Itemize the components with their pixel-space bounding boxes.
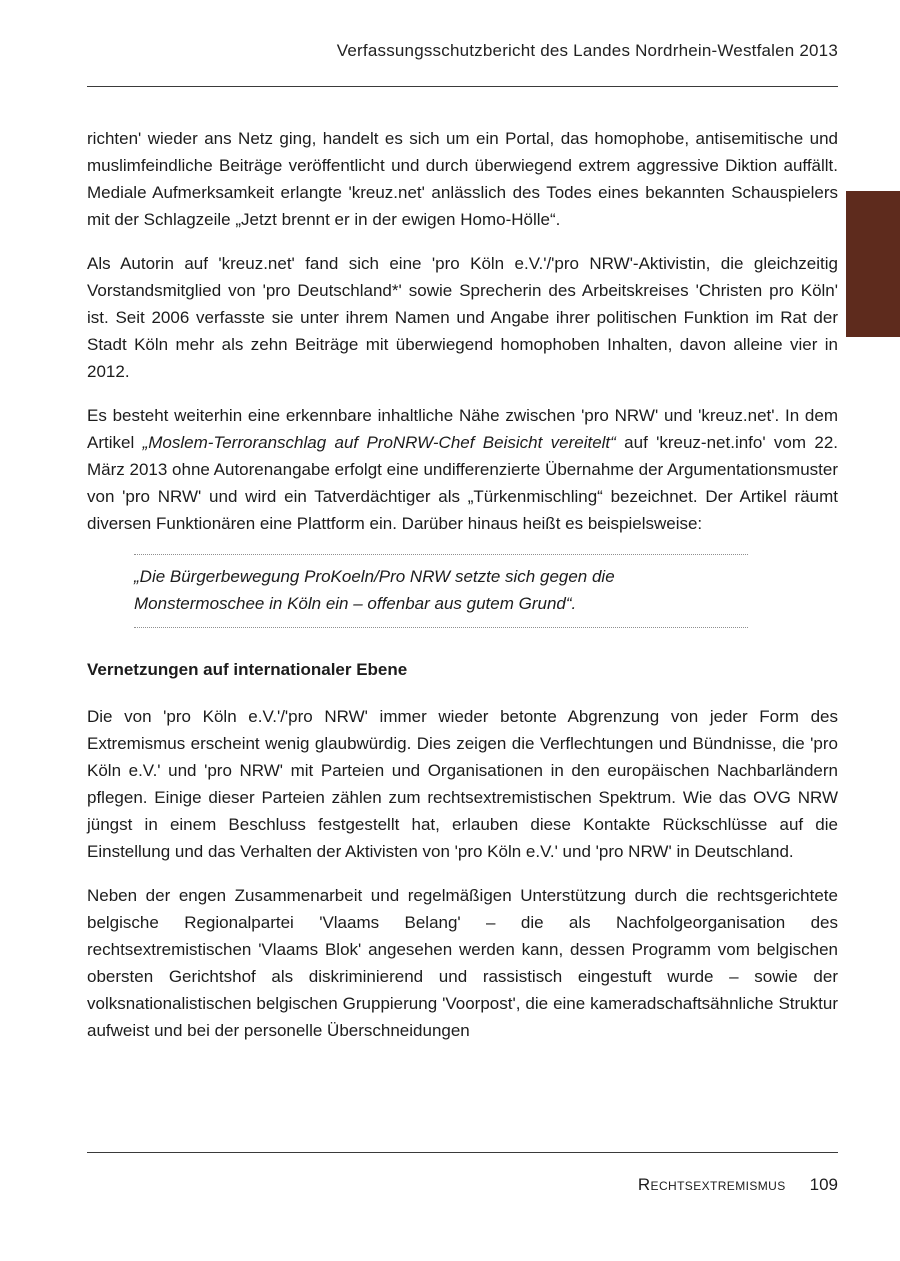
page-footer: [87, 1152, 838, 1195]
section-heading: Vernetzungen auf internationaler Ebene: [87, 660, 408, 679]
body-paragraph: Die von 'pro Köln e.V.'/'pro NRW' immer wieder betonte Abgrenzung von jeder Form des Extremismus erscheint wenig glaubwürdig. Dies zeigen die Verflechtungen und Bündnisse, die 'pro Köln e.V.' und 'pro NRW' mit Parteien und Organisationen in den europäischen Nachbarländern pflegen. Einige dieser Parteien zählen zum rechtsextremistischen Spektrum. Wie das OVG NRW jüngst in einem Beschluss festgestellt hat, erlauben diese Kontakte Rückschlüsse auf die Einstellung und das Verhalten der Aktivisten von 'pro Köln e.V.' und 'pro NRW' in Deutschland.: [87, 707, 838, 861]
header-rule: [87, 86, 838, 87]
body-paragraph: richten' wieder ans Netz ging, handelt es sich um ein Portal, das homophobe, antisemitische und muslimfeindliche Beiträge veröffentlicht und durch überwiegend extrem aggressive Diktion auffällt. Mediale Aufmerksamkeit erlangte 'kreuz.net' anlässlich des Todes eines bekannten Schauspielers mit der Schlagzeile „Jetzt brennt er in der ewigen Homo-Hölle“.: [87, 129, 838, 229]
page-header: [87, 40, 838, 87]
report-title: Verfassungsschutzbericht des Landes Nordrhein-Westfalen 2013: [336, 41, 838, 60]
quote-block: [134, 554, 748, 628]
body-paragraph: [87, 402, 838, 537]
footer-line: [87, 1175, 838, 1195]
footer-section-label: Rechtsextremismus: [637, 1175, 786, 1194]
paragraph-text: auf 'kreuz-net.info' vom 22. März 2013 ohne Autorenangabe erfolgt eine undifferenzierte Übernahme der Argumentationsmuster von 'pro NRW' und wird ein Tatverdächtiger als „Türkenmischling“ bezeichnet. Der Artikel räumt diversen Funktionären eine Plattform ein. Darüber hinaus heißt es beispielsweise:: [87, 433, 838, 533]
body-paragraph: Als Autorin auf 'kreuz.net' fand sich eine 'pro Köln e.V.'/'pro NRW'-Aktivistin, die gleichzeitig Vorstandsmitglied von 'pro Deutschland*' sowie Sprecherin des Arbeitskreises 'Christen pro Köln' ist. Seit 2006 verfasste sie unter ihrem Namen und Angabe ihrer politischen Funktion im Rat der Stadt Köln mehr als zehn Beiträge mit überwiegend homophoben Inhalten, davon alleine vier in 2012.: [87, 254, 838, 381]
body-paragraph: Neben der engen Zusammenarbeit und regelmäßigen Unterstützung durch die rechtsgerichtete belgische Regionalpartei 'Vlaams Belang' – die als Nachfolgeorganisation des rechtsextremistischen 'Vlaams Blok' angesehen werden kann, dessen Programm vom belgischen obersten Gerichtshof als diskriminierend und rassistisch eingestuft wurde – sowie der volksnationalistischen belgischen Gruppierung 'Voorpost', die eine kameradschaftsähnliche Struktur aufweist und bei der personelle Überschneidungen: [87, 886, 838, 1040]
page-content: [87, 125, 838, 1044]
chapter-tab: [846, 191, 900, 337]
quote-text: „Die Bürgerbewegung ProKoeln/Pro NRW setzte sich gegen die Monstermoschee in Köln ein – offenbar aus gutem Grund“.: [134, 567, 615, 613]
page-number: 109: [809, 1175, 838, 1194]
paragraph-text: Es besteht weiterhin eine erkennbare inhaltliche Nähe zwischen 'pro NRW' und 'kreuz.net'. In dem Artikel: [87, 406, 838, 452]
article-title: „Moslem-Terroranschlag auf ProNRW-Chef Beisicht vereitelt“: [142, 433, 616, 452]
